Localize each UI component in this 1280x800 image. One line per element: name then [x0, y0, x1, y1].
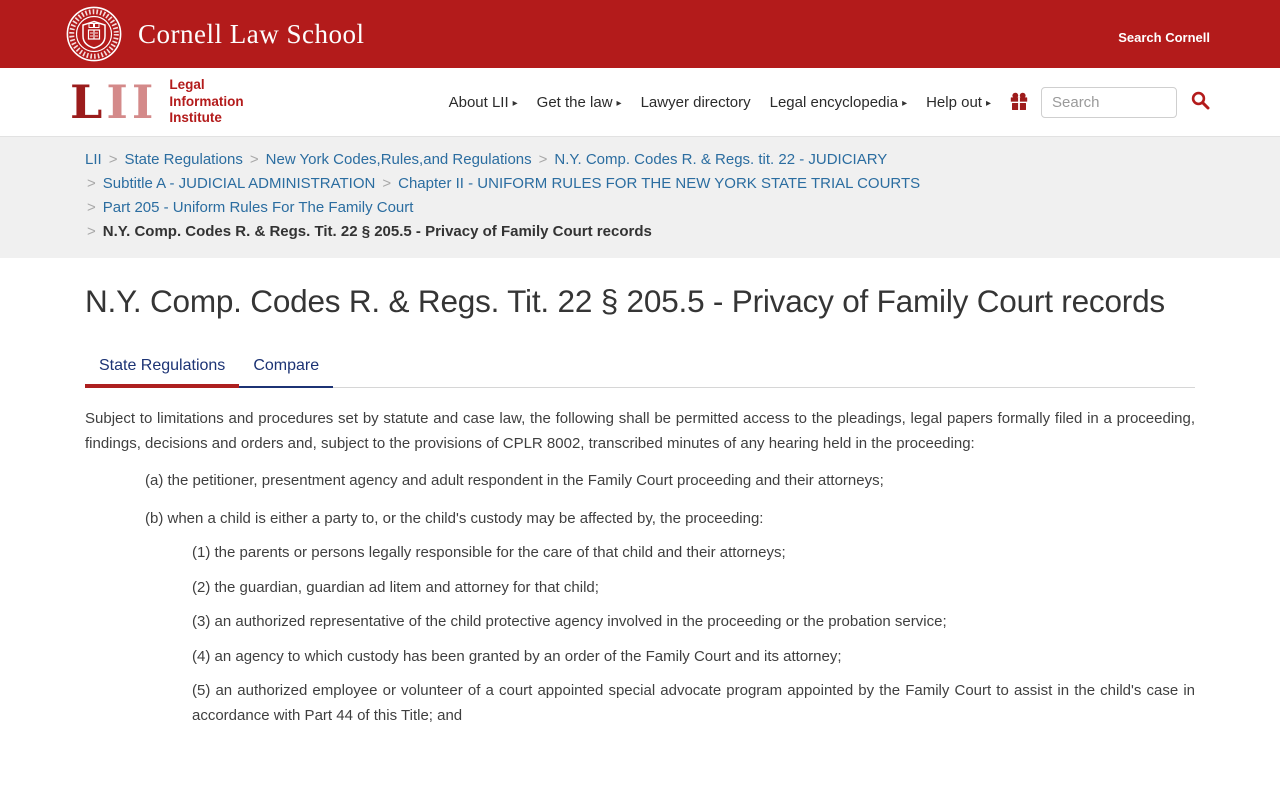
- cornell-wordmark: Cornell Law School: [138, 18, 365, 49]
- breadcrumb-separator: >: [538, 151, 548, 168]
- main-content: [85, 281, 1195, 728]
- breadcrumb-link-state-regulations[interactable]: State Regulations: [124, 151, 243, 168]
- intro-paragraph: Subject to limitations and procedures set by statute and case law, the following shall be permitted access to the pleadings, legal papers formally filed in a proceeding, findings, decisions and orders and, subject to the provisions of CPLR 8002, transcribed minutes of any hearing held in the proceeding:: [85, 410, 1195, 452]
- lii-logo-text: Legal Information Institute: [169, 76, 244, 126]
- breadcrumb-line: [85, 172, 1195, 196]
- statute-item-b: (b) when a child is either a party to, or the child's custody may be affected by, the proceeding:: [145, 509, 764, 527]
- tab-bar: [85, 348, 1195, 388]
- menu-legal-encyclopedia[interactable]: Legal encyclopedia ▸: [769, 93, 908, 111]
- chevron-right-icon: ▸: [985, 97, 991, 109]
- cornell-seal-icon: [66, 6, 122, 62]
- lii-nav-bar: [0, 68, 1280, 137]
- breadcrumb-line: [85, 196, 1195, 220]
- menu-help-out[interactable]: Help out ▸: [926, 93, 991, 111]
- breadcrumb-link-chapter-ii[interactable]: Chapter II - UNIFORM RULES FOR THE NEW YORK STATE TRIAL COURTS: [398, 175, 921, 192]
- statute-item-a: (a) the petitioner, presentment agency and adult respondent in the Family Court proceeding and their attorneys;: [145, 472, 884, 489]
- statute-item-b2: (2) the guardian, guardian ad litem and attorney for that child;: [192, 578, 599, 596]
- breadcrumb-band: [0, 137, 1280, 258]
- statute-item-b4: (4) an agency to which custody has been granted by an order of the Family Court and its attorney;: [192, 647, 842, 665]
- cornell-header-band: [0, 0, 1280, 68]
- breadcrumb-separator: >: [87, 199, 96, 216]
- statute-item-b5: (5) an authorized employee or volunteer of a court appointed special advocate program appointed by the Family Court to assist in the child's case in accordance with Part 44 of this Title; and: [192, 682, 1195, 724]
- gift-icon: [1009, 91, 1029, 111]
- breadcrumb-separator: >: [382, 175, 392, 192]
- breadcrumb: [85, 148, 1195, 244]
- lii-search-area: [1041, 87, 1212, 118]
- breadcrumb-link-ny-codes[interactable]: New York Codes,Rules,and Regulations: [265, 151, 532, 168]
- page-title: N.Y. Comp. Codes R. & Regs. Tit. 22 § 205.5 - Privacy of Family Court records: [85, 283, 1165, 319]
- breadcrumb-current-page: N.Y. Comp. Codes R. & Regs. Tit. 22 § 205.5 - Privacy of Family Court records: [102, 223, 652, 240]
- menu-about-lii[interactable]: About LII ▸: [448, 93, 518, 111]
- statute-item-b1: (1) the parents or persons legally responsible for the care of that child and their attorneys;: [192, 544, 786, 561]
- menu-get-the-law[interactable]: Get the law ▸: [536, 93, 622, 111]
- breadcrumb-separator: >: [249, 151, 259, 168]
- donate-gift-button[interactable]: [1005, 89, 1033, 116]
- breadcrumb-separator: >: [87, 175, 96, 192]
- breadcrumb-link-subtitle-a[interactable]: Subtitle A - JUDICIAL ADMINISTRATION: [102, 175, 376, 192]
- breadcrumb-separator: >: [87, 223, 96, 240]
- tab-state-regulations[interactable]: State Regulations: [85, 348, 239, 388]
- search-icon: [1191, 91, 1210, 110]
- lii-logo-link[interactable]: [70, 77, 244, 128]
- search-submit-button[interactable]: [1189, 89, 1212, 115]
- chevron-right-icon: ▸: [616, 97, 622, 109]
- breadcrumb-link-lii[interactable]: LII: [85, 151, 102, 168]
- statute-item-b3: (3) an authorized representative of the child protective agency involved in the proceeding or the probation service;: [192, 613, 947, 630]
- breadcrumb-link-part-205[interactable]: Part 205 - Uniform Rules For The Family Court: [102, 199, 414, 216]
- search-input[interactable]: [1041, 87, 1177, 118]
- breadcrumb-line: [85, 220, 1195, 244]
- tab-compare[interactable]: Compare: [239, 348, 333, 388]
- lii-menu: [449, 94, 991, 111]
- breadcrumb-line: [85, 148, 1195, 172]
- breadcrumb-link-title-22[interactable]: N.Y. Comp. Codes R. & Regs. tit. 22 - JUDICIARY: [554, 151, 888, 168]
- menu-lawyer-directory[interactable]: Lawyer directory: [640, 93, 751, 111]
- cornell-law-school-logo-link[interactable]: [66, 6, 364, 62]
- breadcrumb-separator: >: [108, 151, 118, 168]
- lii-acronym: LII: [70, 75, 158, 129]
- chevron-right-icon: ▸: [512, 97, 518, 109]
- search-cornell-link[interactable]: Search Cornell: [1118, 30, 1210, 45]
- chevron-right-icon: ▸: [902, 97, 908, 109]
